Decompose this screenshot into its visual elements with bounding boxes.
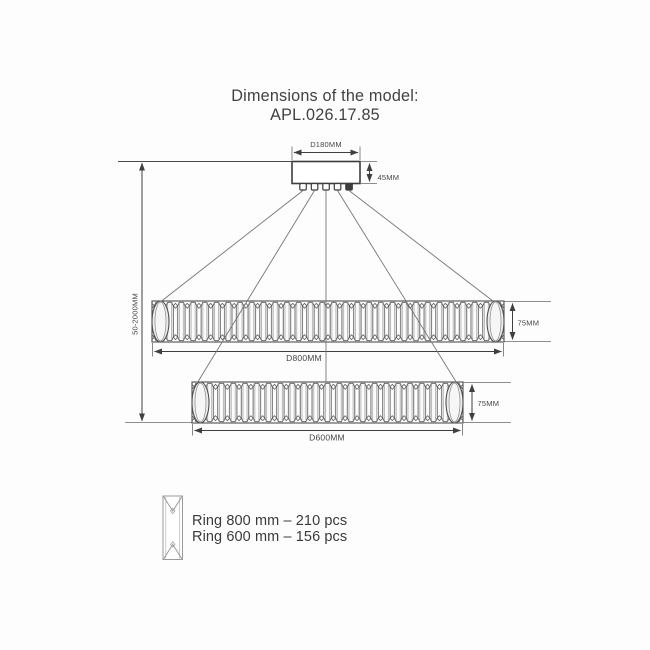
cable-hooks	[300, 184, 353, 191]
dim-ring-800-height	[504, 302, 551, 342]
canopy-height-label: 45MM	[377, 173, 400, 182]
dim-suspension-height	[125, 163, 193, 423]
suspension-height-label: 50-2000MM	[130, 293, 140, 335]
canopy-diameter-label: D180MM	[310, 140, 342, 149]
dim-ring-600-diameter	[193, 424, 463, 443]
dim-canopy-height	[360, 162, 399, 184]
dim-ring-800-diameter	[153, 343, 504, 363]
cable	[161, 191, 303, 302]
ring-600-diameter-label: D600MM	[309, 432, 345, 443]
ring-800-diameter-label: D800MM	[286, 353, 322, 363]
title-line: Dimensions of the model:	[231, 87, 419, 105]
ceiling-canopy	[292, 162, 360, 191]
cable	[338, 191, 457, 383]
legend	[192, 513, 347, 546]
model-code: APL.026.17.85	[270, 105, 380, 124]
dim-ring-600-height	[463, 383, 511, 423]
crystal-prism-icon	[163, 496, 183, 560]
ring-600-height-label: 75MM	[477, 399, 500, 408]
legend-item-ring-800: Ring 800 mm – 210 pcs	[192, 513, 348, 529]
crystal-ring-600	[192, 382, 463, 423]
crystal-ring-800	[152, 301, 504, 342]
ring-800-height-label: 75MM	[517, 318, 540, 328]
dim-canopy-diameter	[292, 140, 360, 160]
legend-item-ring-600: Ring 600 mm – 156 pcs	[192, 529, 348, 546]
suspension-cables	[161, 191, 494, 383]
cable	[349, 191, 494, 302]
